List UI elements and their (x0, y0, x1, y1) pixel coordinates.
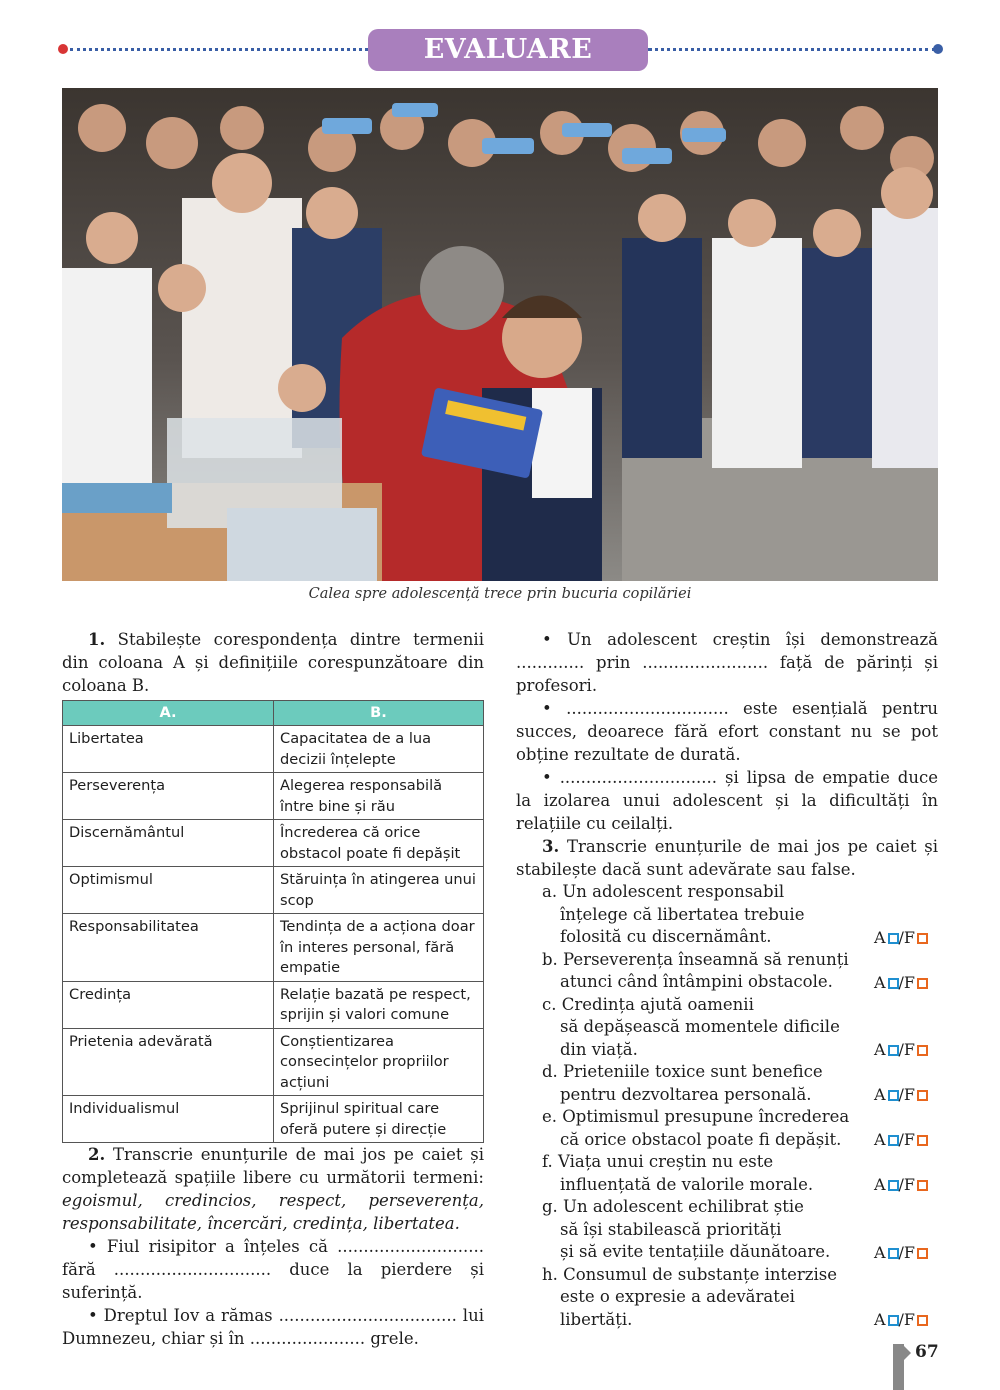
term-cell: Individualismul (63, 1096, 274, 1143)
statement-line: c. Credința ajută oamenii (542, 994, 754, 1014)
true-checkbox[interactable] (888, 933, 899, 944)
true-checkbox[interactable] (888, 1315, 899, 1326)
column-a-header: A. (63, 701, 274, 726)
true-checkbox[interactable] (888, 1045, 899, 1056)
false-label: /F (898, 972, 915, 992)
table-row (63, 773, 484, 820)
q1-text: Stabilește corespondența dintre termenii din coloana A și definițiile corespunzătoare din coloana B. (62, 630, 484, 695)
table-row (63, 820, 484, 867)
header-dotted-line-right (648, 48, 936, 51)
true-label: A (873, 1130, 886, 1149)
false-checkbox[interactable] (917, 1045, 928, 1056)
statement-line: să își stabilească priorități (560, 1219, 782, 1239)
true-checkbox[interactable] (888, 1180, 899, 1191)
statement-line: și să evite tentațiile dăunătoare. (560, 1242, 831, 1261)
false-checkbox[interactable] (917, 1248, 928, 1259)
true-label: A (873, 972, 886, 992)
false-label: /F (898, 1040, 915, 1059)
statement-line: că orice obstacol poate fi depășit. (560, 1129, 842, 1149)
true-label: A (873, 1085, 886, 1104)
q2-bullet: • ............................... este esențială pentru succes, deoarece fără efort constant nu se pot obține rezultate de durată. (516, 699, 938, 764)
table-row (63, 1028, 484, 1096)
q1-prompt (62, 628, 484, 697)
q2-bullet: • Fiul risipitor a înțeles că ............................ fără .............................. duce la pierdere și suferință. (62, 1237, 484, 1302)
true-false-choice (874, 1242, 928, 1264)
false-checkbox[interactable] (917, 978, 928, 989)
definition-cell: Alegerea responsabilă între bine și rău (274, 773, 484, 820)
header-blue-dot (933, 44, 943, 54)
false-checkbox[interactable] (917, 1180, 928, 1191)
left-column (62, 628, 484, 1350)
true-false-list (516, 881, 938, 1331)
statement-line: g. Un adolescent echilibrat știe (542, 1197, 804, 1216)
q2-bullet: • Dreptul Iov a rămas .................................. lui Dumnezeu, chiar și în ...................... grele. (62, 1306, 484, 1348)
column-b-header: B. (274, 701, 484, 726)
statement-item (516, 1151, 938, 1196)
q2-bullet: • .............................. și lipsa de empatie duce la izolarea unui adolescent și la dificultăți în relațiile cu ceilalți. (516, 768, 938, 833)
true-checkbox[interactable] (888, 978, 899, 989)
statement-line: folosită cu discernământ. (560, 927, 772, 946)
statement-line: înțelege că libertatea trebuie (560, 904, 805, 924)
false-label: /F (898, 1310, 915, 1329)
false-checkbox[interactable] (917, 933, 928, 944)
statement-item (516, 1061, 938, 1106)
true-false-choice (874, 972, 928, 994)
page-number: 67 (915, 1342, 939, 1362)
true-checkbox[interactable] (888, 1090, 899, 1101)
definition-cell: Stăruința în atingerea unui scop (274, 867, 484, 914)
q1-number: 1. (88, 630, 106, 649)
statement-line: pentru dezvoltarea personală. (560, 1084, 812, 1104)
header-red-dot (58, 44, 68, 54)
true-label: A (873, 1310, 886, 1329)
statement-line: b. Perseverența înseamnă să renunți (542, 949, 849, 969)
definition-cell: Sprijinul spiritual care oferă putere și direcție (274, 1096, 484, 1143)
statement-item (516, 1196, 938, 1264)
false-label: /F (898, 1085, 915, 1104)
statement-line: f. Viața unui creștin nu este (542, 1152, 774, 1171)
term-cell: Libertatea (63, 726, 274, 773)
false-label: /F (898, 927, 915, 947)
q2-terms: egoismul, credincios, respect, perseverența, responsabilitate, încercări, credința, libertatea. (62, 1191, 484, 1233)
false-label: /F (898, 1242, 915, 1262)
true-label: A (873, 1040, 886, 1059)
true-label: A (873, 927, 886, 947)
right-column (516, 628, 938, 1331)
statement-line: atunci când întâmpini obstacole. (560, 972, 833, 991)
statement-line: din viață. (560, 1039, 638, 1059)
true-false-choice (874, 1129, 928, 1151)
page-number-bar (893, 1344, 904, 1390)
q2-prompt (62, 1143, 484, 1235)
true-false-choice (874, 1174, 928, 1196)
statement-line: h. Consumul de substanțe interzise (542, 1264, 838, 1284)
statement-line: este o expresie a adevăratei (560, 1287, 795, 1306)
statement-item (516, 994, 938, 1062)
page-number-arrow-icon (904, 1346, 911, 1360)
statement-item (516, 949, 938, 994)
term-cell: Responsabilitatea (63, 914, 274, 982)
true-false-choice (874, 1309, 928, 1331)
true-label: A (873, 1175, 886, 1194)
statement-item (516, 1264, 938, 1332)
photo-caption: Calea spre adolescență trece prin bucuria copilăriei (308, 586, 692, 602)
false-checkbox[interactable] (917, 1135, 928, 1146)
true-label: A (873, 1242, 886, 1262)
term-cell: Optimismul (63, 867, 274, 914)
true-false-choice (874, 1084, 928, 1106)
true-checkbox[interactable] (888, 1248, 899, 1259)
term-cell: Credința (63, 981, 274, 1028)
table-row (63, 726, 484, 773)
statement-line: d. Prieteniile toxice sunt benefice (542, 1062, 823, 1081)
definition-cell: Relație bazată pe respect, sprijin și valori comune (274, 981, 484, 1028)
q2-number: 2. (88, 1145, 106, 1164)
true-false-choice (874, 1039, 928, 1061)
photo-school-celebration (62, 88, 938, 581)
definition-cell: Încrederea că orice obstacol poate fi depășit (274, 820, 484, 867)
statement-line: e. Optimismul presupune încrederea (542, 1107, 850, 1126)
false-checkbox[interactable] (917, 1315, 928, 1326)
term-cell: Discernământul (63, 820, 274, 867)
definition-cell: Conștientizarea consecințelor propriilor acțiuni (274, 1028, 484, 1096)
false-label: /F (898, 1175, 915, 1194)
true-checkbox[interactable] (888, 1135, 899, 1146)
q3-prompt (516, 835, 938, 881)
false-label: /F (898, 1130, 915, 1149)
statement-item (516, 1106, 938, 1151)
matching-table (62, 700, 484, 1143)
table-row (63, 981, 484, 1028)
q3-number: 3. (542, 837, 560, 856)
table-row (63, 1096, 484, 1143)
table-row (63, 867, 484, 914)
q2-text: Transcrie enunțurile de mai jos pe caiet și completează spațiile libere cu următorii termeni: (62, 1145, 484, 1187)
statement-line: libertăți. (560, 1309, 633, 1329)
definition-cell: Capacitatea de a lua decizii înțelepte (274, 726, 484, 773)
true-false-choice (874, 927, 928, 949)
statement-line: a. Un adolescent responsabil (542, 882, 785, 901)
page-title: EVALUARE (368, 29, 648, 71)
term-cell: Perseverența (63, 773, 274, 820)
q2-bullet: • Un adolescent creștin își demonstrează ............. prin ........................ față de părinți și profesori. (516, 630, 938, 695)
header-dotted-line-left (70, 48, 368, 51)
q3-text: Transcrie enunțurile de mai jos pe caiet și stabilește dacă sunt adevărate sau false. (516, 837, 938, 879)
table-row (63, 914, 484, 982)
statement-line: să depășească momentele dificile (560, 1017, 840, 1036)
false-checkbox[interactable] (917, 1090, 928, 1101)
statement-item (516, 881, 938, 949)
statement-line: influențată de valorile morale. (560, 1174, 814, 1194)
definition-cell: Tendința de a acționa doar în interes personal, fără empatie (274, 914, 484, 982)
term-cell: Prietenia adevărată (63, 1028, 274, 1096)
